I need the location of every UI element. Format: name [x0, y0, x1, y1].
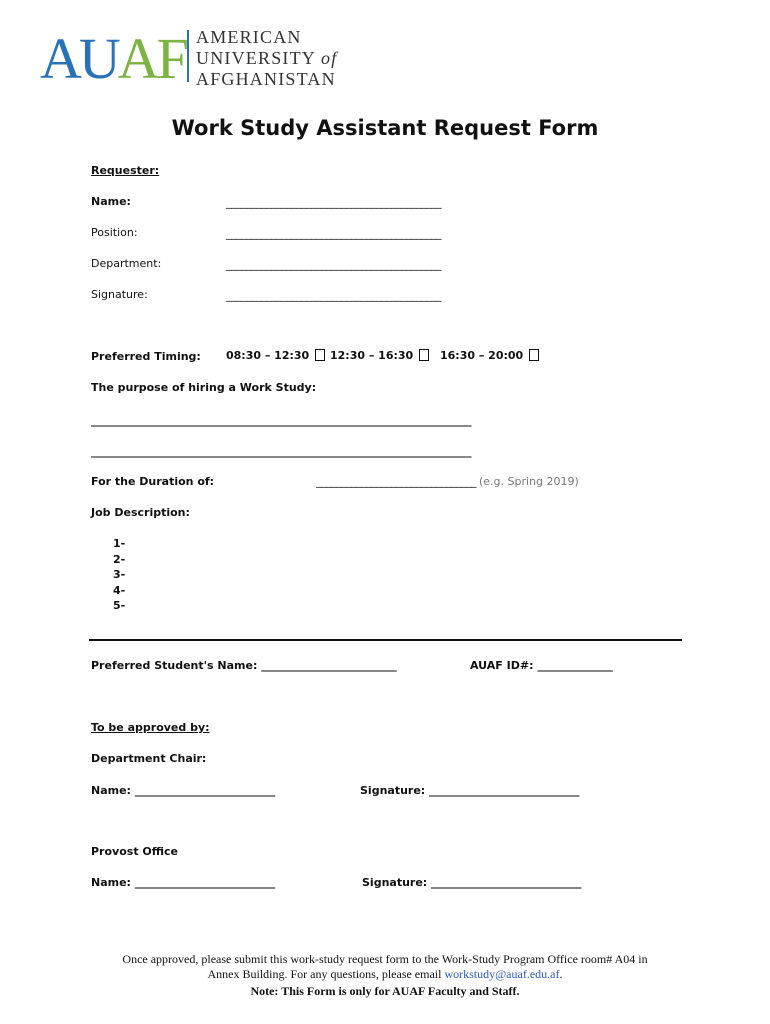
timing-option-2[interactable]	[330, 349, 429, 362]
timing-option-3-label: 16:30 – 20:00	[440, 349, 524, 362]
requester-department-field[interactable]: ___________________________________________	[226, 258, 441, 271]
provost-signature	[362, 876, 581, 889]
provost-name	[91, 876, 275, 889]
auaf-id-label: AUAF ID#:	[470, 659, 534, 672]
timing-option-3[interactable]	[440, 349, 539, 362]
job-item-5: 5-	[113, 599, 126, 613]
job-description-label: Job Description:	[91, 506, 190, 519]
auaf-id	[470, 659, 612, 672]
logo-line-of: of	[321, 48, 338, 68]
student-name-field[interactable]: ___________________________	[261, 659, 397, 672]
job-item-2: 2-	[113, 552, 126, 566]
footer-line2-text: Annex Building. For any questions, please email	[207, 967, 442, 981]
duration-field[interactable]	[316, 475, 579, 488]
provost-office-label: Provost Office	[91, 845, 179, 858]
chair-signature-label: Signature:	[360, 784, 426, 797]
provost-signature-field[interactable]: ______________________________	[431, 876, 582, 889]
preferred-timing-label: Preferred Timing:	[91, 350, 201, 363]
logo-line-afghanistan: AFGHANISTAN	[196, 69, 336, 89]
footer-instructions-line1: Once approved, please submit this work-study request form to the Work-Study Program Office room# A04 in	[122, 952, 648, 966]
department-chair-label: Department Chair:	[91, 752, 207, 765]
purpose-line-2[interactable]: ____________________________________________________________________________	[91, 445, 471, 458]
duration-hint: (e.g. Spring 2019)	[479, 475, 579, 488]
timing-option-1[interactable]	[226, 349, 325, 362]
footer-instructions-line2	[0, 967, 770, 982]
requester-name-label: Name:	[91, 195, 131, 208]
chair-name-field[interactable]: ____________________________	[134, 784, 275, 797]
job-item-1: 1-	[113, 537, 126, 550]
page-title: Work Study Assistant Request Form	[171, 116, 599, 140]
logo-divider	[187, 30, 189, 82]
requester-signature-field[interactable]: ___________________________________________	[226, 289, 441, 302]
footer-email-link[interactable]: workstudy@auaf.edu.af	[444, 967, 560, 981]
job-item-4: 4-	[113, 583, 126, 597]
timing-option-1-label: 08:30 – 12:30	[226, 349, 310, 362]
job-item-3: 3-	[113, 568, 126, 582]
preferred-student	[91, 659, 396, 672]
timing-option-2-label: 12:30 – 16:30	[330, 349, 414, 362]
provost-name-field[interactable]: ____________________________	[134, 876, 275, 889]
chair-name-label: Name:	[91, 784, 131, 797]
footer-line2-end: .	[559, 967, 563, 981]
chair-name	[91, 784, 275, 797]
timing-option-3-checkbox[interactable]	[529, 349, 539, 361]
auaf-id-field[interactable]: _______________	[537, 659, 613, 672]
timing-option-2-checkbox[interactable]	[419, 349, 429, 361]
student-name-label: Preferred Student's Name:	[91, 659, 258, 672]
purpose-label: The purpose of hiring a Work Study:	[91, 381, 317, 394]
approval-heading: To be approved by:	[91, 721, 210, 734]
logo-letters-af: AF	[117, 26, 186, 91]
duration-line[interactable]: ________________________________	[316, 475, 476, 488]
logo-line-university: UNIVERSITY	[196, 48, 316, 68]
duration-label: For the Duration of:	[91, 475, 215, 488]
footer-note: Note: This Form is only for AUAF Faculty and Staff.	[250, 984, 520, 998]
logo-line-american: AMERICAN	[196, 27, 302, 47]
provost-signature-label: Signature:	[362, 876, 428, 889]
requester-signature-label: Signature:	[91, 288, 148, 301]
requester-heading: Requester:	[91, 164, 160, 177]
provost-name-label: Name:	[91, 876, 131, 889]
chair-signature	[360, 784, 579, 797]
logo-letters-au: AU	[40, 26, 118, 91]
chair-signature-field[interactable]: ______________________________	[429, 784, 580, 797]
requester-name-field[interactable]: ___________________________________________	[226, 196, 441, 209]
timing-option-1-checkbox[interactable]	[315, 349, 325, 361]
job-description-list	[113, 536, 125, 614]
section-divider	[89, 639, 682, 641]
purpose-line-1[interactable]: ____________________________________________________________________________	[91, 414, 471, 427]
requester-department-label: Department:	[91, 257, 162, 270]
requester-position-label: Position:	[91, 226, 138, 239]
requester-position-field[interactable]: ___________________________________________	[226, 227, 441, 240]
